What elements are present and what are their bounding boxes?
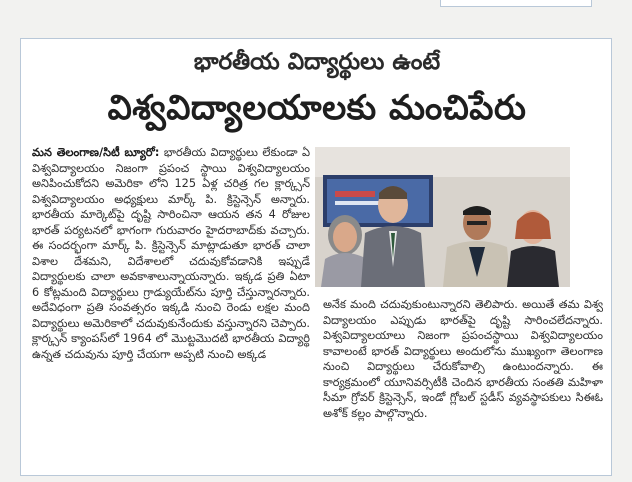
group-photo [315, 147, 570, 287]
headline-line-1: భారతీయ విద్యార్థులు ఉంటే [193, 49, 441, 75]
news-clipping [20, 38, 612, 476]
group-photo-icon [315, 147, 570, 287]
article-column-left [32, 145, 310, 471]
previous-clipping-edge [440, 0, 592, 7]
headline-line-2: విశ్వవిద్యాలయాలకు మంచిపేరు [107, 88, 527, 128]
article-column-right: అనేక మంది చదువుకుంటున్నారని తెలిపారు. అయితే తమ విశ్వ విద్యాలయం ఎప్పుడు భారత్‌పై దృష్టి సారించలేదన్నారు. విశ్వవిద్యాలయాలు నిజంగా ప్రపంచస్థాయి విశ్వవిద్యాలయం కావాలంటే భారత్ విద్యార్థులు అందులోను ముఖ్యంగా తెలంగాణ నుంచి విద్యార్థులు చేరుకోవాల్సి ఉంటుందన్నారు. ఈ కార్యక్రమంలో యూనివర్సిటీకి చెందిన భారతీయ సంతతి మహిళా సీమా గ్రోవర్ క్రిస్టెన్సెన్, ఇండో గ్లోబల్ స్టడీస్ వ్యవస్థాపకులు సిఈఓ అశోక్ కల్లం పాల్గొన్నారు. [323, 298, 603, 420]
dateline: మన తెలంగాణ/సిటీ బ్యూరో: [32, 146, 160, 159]
article-body-left: భారతీయ విద్యార్థులు లేకుండా ఏ విశ్వవిద్యాలయం నిజంగా ప్రపంచ స్థాయి విశ్వవిద్యాలయం అనిపించుకోదని అమెరికా లోని 125 ఏళ్ల చరిత్ర గల క్లార్క్సన్ విశ్వవిద్యాలయం అధ్యక్షులు మార్క్ పి. క్రిస్టెన్సెన్ అన్నారు. భారతీయ మార్కెట్‌పై దృష్టి సారించినా ఆయన తన 4 రోజుల భారత్ పర్యటనలో భాగంగా గురువారం హైదరాబాద్‌కు వచ్చారు. ఈ సందర్భంగా మార్క్ పి. క్రిస్టెన్సెన్ మాట్లాడుతూ భారత్ చాలా విశాల దేశమని, విదేశాలలో చదువుకోవడానికి ఇప్పుడే విద్యార్థులకు చాలా అవకాశాలున్నాయన్నారు. ఇక్కడ ప్రతి ఏటా 6 కోట్లమంది విద్యార్థులు గ్రాడ్యుయేట్‌ను పూర్తి చేస్తున్నారన్నారు. అదేవిధంగా ప్రతి సంవత్సరం ఇక్కడి నుంచి రెండు లక్షల మంది విద్యార్థులు అమెరికాలో చదువుకునేందుకు వస్తున్నారని చెప్పారు. క్లార్క్సన్ క్యాంపస్‌లో 1964 లో మొట్టమొదటి భారతీయ విద్యార్థి ఉన్నత చదువును పూర్తి చేయగా అప్పటి నుంచి అక్కడ [32, 146, 310, 361]
